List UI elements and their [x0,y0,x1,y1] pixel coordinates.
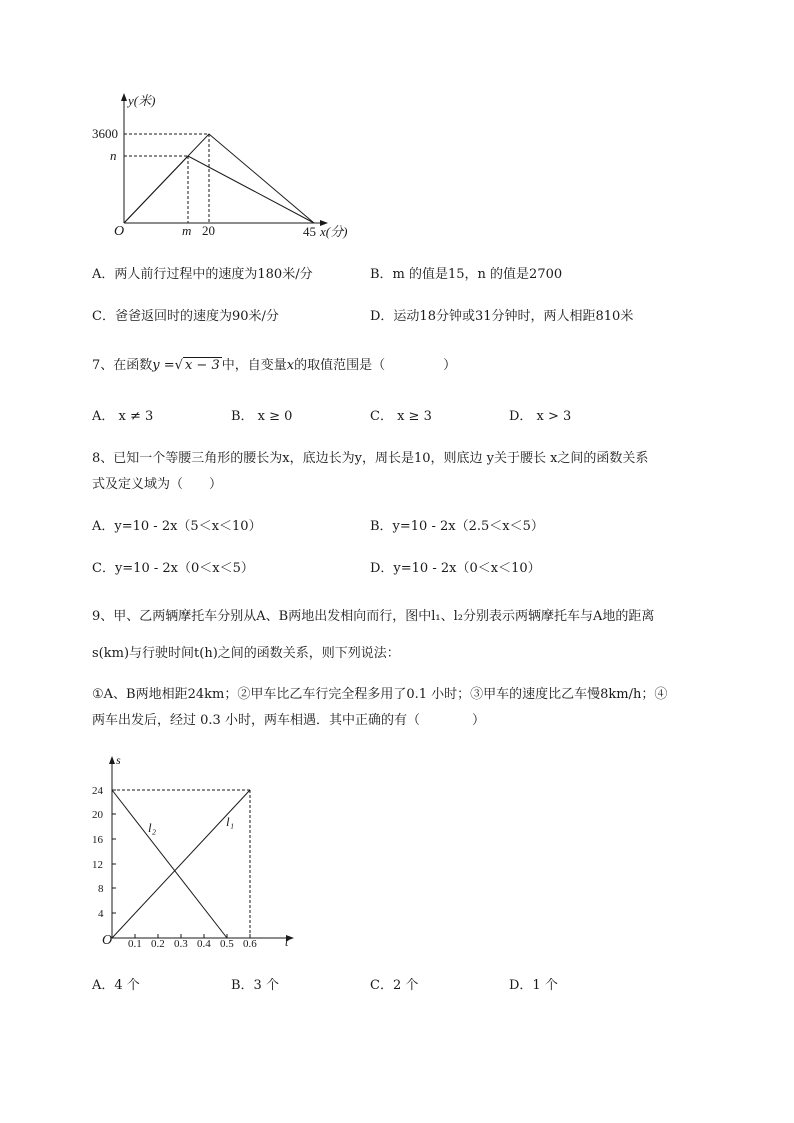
q7-stem-before: 7、在函数 [92,358,153,373]
q8-option-c: C．y=10 - 2x（0＜x＜5） [92,561,254,576]
q9-option-d: D．1 个 [509,978,558,993]
q6-option-d: D．运动18分钟或31分钟时，两人相距810米 [370,309,634,324]
origin-label: O [114,224,125,239]
q7-option-c: C． x ≥ 3 [370,409,432,424]
x-tick-0-6: 0.6 [243,938,257,950]
q8-stem-line2: 式及定义域为（ ） [92,477,223,492]
x-tick-0-3: 0.3 [174,938,188,950]
dad-line [124,134,314,223]
q9-stem-line2: s(km)与行驶时间t(h)之间的函数关系，则下列说法： [92,646,400,661]
q7-formula-sqrt: x − 3 [184,358,220,373]
x-tick-45: 45 [303,224,316,239]
q9-stem-line1: 9、甲、乙两辆摩托车分别从A、B两地出发相向而行，图中l₁、l₂分别表示两辆摩托车与A地的距离 [92,609,655,624]
y-axis-arrow [109,756,115,764]
y-tick-8: 8 [98,883,104,895]
y-tick-20: 20 [92,809,103,821]
q7-sqrt-sign: √ [174,358,183,373]
x-tick-0-5: 0.5 [220,938,234,950]
q8-option-d: D．y=10 - 2x（0＜x＜10） [370,561,541,576]
q6-option-a: A．两人前行过程中的速度为180米/分 [92,267,313,282]
line-l1 [112,790,250,938]
q7-option-b: B． x ≥ 0 [231,409,293,424]
q6-option-c: C．爸爸返回时的速度为90米/分 [92,309,279,324]
x-tick-0-2: 0.2 [151,938,165,950]
q8-option-a: A．y=10 - 2x（5＜x＜10） [92,519,262,534]
y-tick-3600: 3600 [92,126,118,141]
q9-option-b: B．3 个 [231,978,279,993]
y-tick-marks [112,790,116,913]
line-l2 [112,790,227,938]
q7-var: x [286,358,295,373]
label-l1: l₁ [226,814,235,829]
son-line [124,156,314,223]
q9-stem-line4: 两车出发后，经过 0.3 小时，两车相遇．其中正确的有（ ） [92,713,485,728]
x-tick-0-1: 0.1 [128,938,142,950]
label-l2: l₂ [148,820,157,835]
q7-stem-end: 的取值范围是（ [294,358,386,373]
q7-stem [92,354,456,373]
q9-option-c: C．2 个 [370,978,419,993]
y-tick-4: 4 [98,908,104,920]
x-tick-20: 20 [202,223,215,238]
graph-s-t-q9 [92,750,312,950]
q7-stem-after: 中，自变量 [221,358,287,373]
q8-option-b: B．y=10 - 2x（2.5＜x＜5） [370,519,544,534]
y-tick-24: 24 [92,785,103,797]
q7-formula-y: y = [152,358,175,373]
y-axis-label: y(米) [128,93,156,108]
q6-option-b: B．m 的值是15，n 的值是2700 [370,267,563,282]
q8-stem-line1: 8、已知一个等腰三角形的腰长为x，底边长为y，周长是10，则底边 y关于腰长 x之间的函数关系 [92,451,649,466]
q7-option-d: D． x > 3 [509,409,572,424]
y-tick-n: n [110,148,117,163]
q7-option-a: A． x ≠ 3 [92,409,154,424]
q9-stem-line3: ①A、B两地相距24km；②甲车比乙车行完全程多用了0.1 小时；③甲车的速度比乙车慢8km/h；④ [92,687,668,702]
x-axis-label: x(分) [320,224,348,239]
origin-label: O [102,933,113,948]
x-tick-m: m [182,223,192,238]
x-axis-label: t [285,935,289,949]
y-tick-16: 16 [92,834,103,846]
q9-option-a: A．4 个 [92,978,140,993]
graph-distance-time-q6 [92,90,370,240]
q7-stem-close: ） [443,358,457,373]
y-axis-label: s [116,753,121,767]
y-axis-arrow [121,93,127,101]
x-tick-0-4: 0.4 [197,938,211,950]
y-tick-12: 12 [92,859,103,871]
